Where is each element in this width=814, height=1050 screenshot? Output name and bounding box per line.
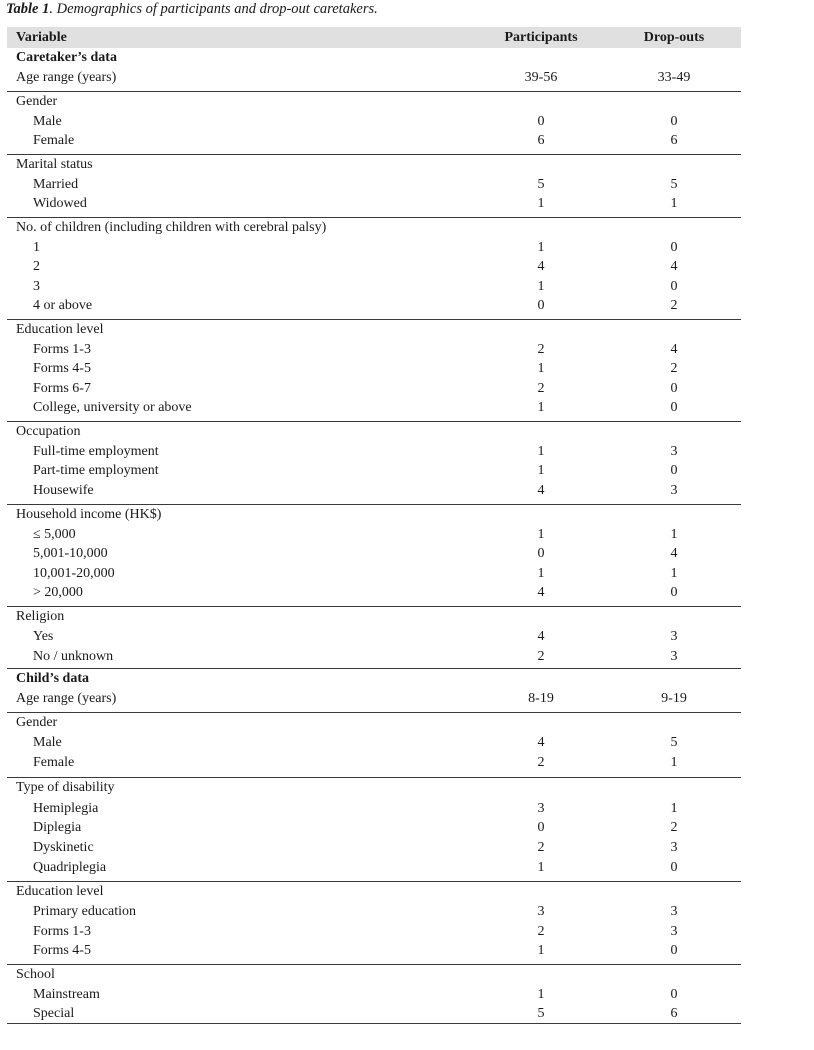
row-label: Special xyxy=(33,1006,75,1021)
row-label: Forms 1-3 xyxy=(33,342,91,357)
dropouts-value: 2 xyxy=(670,361,678,376)
row-label: Type of disability xyxy=(16,780,115,795)
row-label: Forms 1-3 xyxy=(33,924,91,939)
table-row xyxy=(7,799,741,818)
dropouts-value: 4 xyxy=(670,342,678,357)
dropouts-value: 3 xyxy=(670,649,678,664)
participants-value: 2 xyxy=(537,342,545,357)
row-label: 4 or above xyxy=(33,298,93,313)
group-header-row xyxy=(7,92,741,112)
dropouts-value: 3 xyxy=(670,840,678,855)
table-header xyxy=(7,27,741,48)
dropouts-value: 5 xyxy=(670,735,678,750)
table-caption xyxy=(6,1,378,18)
participants-value: 5 xyxy=(537,177,545,192)
group-header-row xyxy=(7,965,741,985)
header-participants: Participants xyxy=(504,30,578,45)
row-label: Child’s data xyxy=(16,671,90,686)
participants-value: 4 xyxy=(537,735,545,750)
row-label: Forms 4-5 xyxy=(33,943,91,958)
participants-value: 1 xyxy=(537,444,545,459)
table-row xyxy=(7,68,741,92)
participants-value: 8-19 xyxy=(528,691,554,706)
dropouts-value: 0 xyxy=(670,279,678,294)
row-label: Age range (years) xyxy=(16,691,117,706)
participants-value: 5 xyxy=(537,1006,545,1021)
row-label: 2 xyxy=(33,259,40,274)
dropouts-value: 0 xyxy=(670,585,678,600)
dropouts-value: 0 xyxy=(670,114,678,129)
row-label: Full-time employment xyxy=(33,444,159,459)
demographics-table xyxy=(7,27,741,1024)
table-row xyxy=(7,544,741,564)
dropouts-value: 3 xyxy=(670,444,678,459)
table-row xyxy=(7,194,741,218)
group-header-row xyxy=(7,218,741,238)
row-label: No / unknown xyxy=(33,649,114,664)
row-label: Forms 6-7 xyxy=(33,381,91,396)
dropouts-value: 1 xyxy=(670,566,678,581)
row-label: Part-time employment xyxy=(33,463,159,478)
dropouts-value: 0 xyxy=(670,400,678,415)
table-row xyxy=(7,985,741,1004)
row-label: No. of children (including children with cerebral palsy) xyxy=(16,220,327,235)
table-row xyxy=(7,902,741,922)
row-label: Quadriplegia xyxy=(33,860,107,875)
row-label: > 20,000 xyxy=(33,585,83,600)
row-label: Age range (years) xyxy=(16,70,117,85)
participants-value: 2 xyxy=(537,840,545,855)
table-row xyxy=(7,238,741,257)
row-label: Primary education xyxy=(33,904,137,919)
dropouts-value: 0 xyxy=(670,240,678,255)
table-row xyxy=(7,838,741,858)
table-row xyxy=(7,1004,741,1024)
participants-value: 1 xyxy=(537,279,545,294)
participants-value: 4 xyxy=(537,585,545,600)
participants-value: 0 xyxy=(537,298,545,313)
participants-value: 1 xyxy=(537,361,545,376)
row-label: Gender xyxy=(16,715,58,730)
dropouts-value: 4 xyxy=(670,259,678,274)
table-row xyxy=(7,525,741,544)
group-header-row xyxy=(7,422,741,442)
row-label: Yes xyxy=(33,629,54,644)
participants-value: 1 xyxy=(537,860,545,875)
row-label: College, university or above xyxy=(33,400,192,415)
row-label: Male xyxy=(33,114,62,129)
dropouts-value: 6 xyxy=(670,133,678,148)
dropouts-value: 5 xyxy=(670,177,678,192)
row-label: Widowed xyxy=(33,196,87,211)
participants-value: 2 xyxy=(537,924,545,939)
dropouts-value: 3 xyxy=(670,904,678,919)
participants-value: 1 xyxy=(537,463,545,478)
row-label: Marital status xyxy=(16,157,93,172)
header-variable: Variable xyxy=(16,30,67,45)
table-row xyxy=(7,277,741,296)
participants-value: 1 xyxy=(537,400,545,415)
row-label: Household income (HK$) xyxy=(16,507,162,522)
participants-value: 4 xyxy=(537,483,545,498)
group-header-row xyxy=(7,713,741,733)
table-row xyxy=(7,359,741,379)
participants-value: 2 xyxy=(537,381,545,396)
group-header-row xyxy=(7,778,741,799)
table-row xyxy=(7,753,741,778)
participants-value: 2 xyxy=(537,649,545,664)
participants-value: 1 xyxy=(537,196,545,211)
table-row xyxy=(7,922,741,941)
row-label: Hemiplegia xyxy=(33,801,99,816)
table-row xyxy=(7,941,741,965)
header-dropouts: Drop-outs xyxy=(643,30,705,45)
participants-value: 1 xyxy=(537,566,545,581)
row-label: Married xyxy=(33,177,79,192)
table-row xyxy=(7,627,741,647)
table-row xyxy=(7,818,741,838)
row-label: Occupation xyxy=(16,424,81,439)
participants-value: 3 xyxy=(537,801,545,816)
dropouts-value: 0 xyxy=(670,943,678,958)
table-row xyxy=(7,461,741,481)
row-label: Religion xyxy=(16,609,65,624)
dropouts-value: 33-49 xyxy=(657,70,691,85)
table-row xyxy=(7,175,741,194)
participants-value: 39-56 xyxy=(524,70,558,85)
row-label: Education level xyxy=(16,322,104,337)
table-caption-label: Table 1 xyxy=(6,1,50,17)
table-row xyxy=(7,858,741,882)
dropouts-value: 3 xyxy=(670,629,678,644)
participants-value: 4 xyxy=(537,629,545,644)
dropouts-value: 2 xyxy=(670,298,678,313)
dropouts-value: 1 xyxy=(670,527,678,542)
participants-value: 0 xyxy=(537,546,545,561)
group-header-row xyxy=(7,607,741,627)
dropouts-value: 1 xyxy=(670,755,678,770)
participants-value: 3 xyxy=(537,904,545,919)
row-label: Gender xyxy=(16,94,58,109)
table-row xyxy=(7,379,741,398)
dropouts-value: 6 xyxy=(670,1006,678,1021)
dropouts-value: 1 xyxy=(670,801,678,816)
group-header-row xyxy=(7,882,741,902)
participants-value: 1 xyxy=(537,240,545,255)
dropouts-value: 9-19 xyxy=(661,691,687,706)
participants-value: 1 xyxy=(537,943,545,958)
group-header-row xyxy=(7,320,741,340)
table-row xyxy=(7,112,741,131)
row-label: Dyskinetic xyxy=(33,840,94,855)
group-header-row xyxy=(7,505,741,525)
row-label: 5,001-10,000 xyxy=(33,546,108,561)
group-header-row xyxy=(7,155,741,175)
row-label: Mainstream xyxy=(33,987,100,1002)
row-label: Female xyxy=(33,755,75,770)
table-row xyxy=(7,583,741,607)
row-label: 3 xyxy=(33,279,40,294)
dropouts-value: 0 xyxy=(670,860,678,875)
row-label: Housewife xyxy=(33,483,94,498)
table-row xyxy=(7,442,741,461)
row-label: Caretaker’s data xyxy=(16,50,117,65)
table-row xyxy=(7,733,741,753)
dropouts-value: 2 xyxy=(670,820,678,835)
participants-value: 0 xyxy=(537,820,545,835)
participants-value: 1 xyxy=(537,987,545,1002)
section-header-row xyxy=(7,48,741,68)
section-header-row xyxy=(7,669,741,689)
row-label: Education level xyxy=(16,884,104,899)
dropouts-value: 3 xyxy=(670,924,678,939)
row-label: Forms 4-5 xyxy=(33,361,91,376)
table-caption-text: . Demographics of participants and drop-out caretakers. xyxy=(49,1,378,17)
table-row xyxy=(7,481,741,505)
row-label: ≤ 5,000 xyxy=(33,527,76,542)
participants-value: 6 xyxy=(537,133,545,148)
row-label: Male xyxy=(33,735,62,750)
dropouts-value: 3 xyxy=(670,483,678,498)
table-row xyxy=(7,257,741,277)
row-label: Diplegia xyxy=(33,820,82,835)
table-row xyxy=(7,131,741,155)
dropouts-value: 0 xyxy=(670,381,678,396)
table-row xyxy=(7,296,741,320)
participants-value: 4 xyxy=(537,259,545,274)
table-row xyxy=(7,398,741,422)
table-row xyxy=(7,340,741,359)
participants-value: 0 xyxy=(537,114,545,129)
dropouts-value: 0 xyxy=(670,987,678,1002)
dropouts-value: 1 xyxy=(670,196,678,211)
table-body xyxy=(7,48,741,1024)
dropouts-value: 0 xyxy=(670,463,678,478)
row-label: School xyxy=(16,967,55,982)
table-row xyxy=(7,689,741,713)
dropouts-value: 4 xyxy=(670,546,678,561)
row-label: 10,001-20,000 xyxy=(33,566,115,581)
row-label: Female xyxy=(33,133,75,148)
row-label: 1 xyxy=(33,240,40,255)
table-row xyxy=(7,647,741,669)
participants-value: 2 xyxy=(537,755,545,770)
table-row xyxy=(7,564,741,583)
participants-value: 1 xyxy=(537,527,545,542)
